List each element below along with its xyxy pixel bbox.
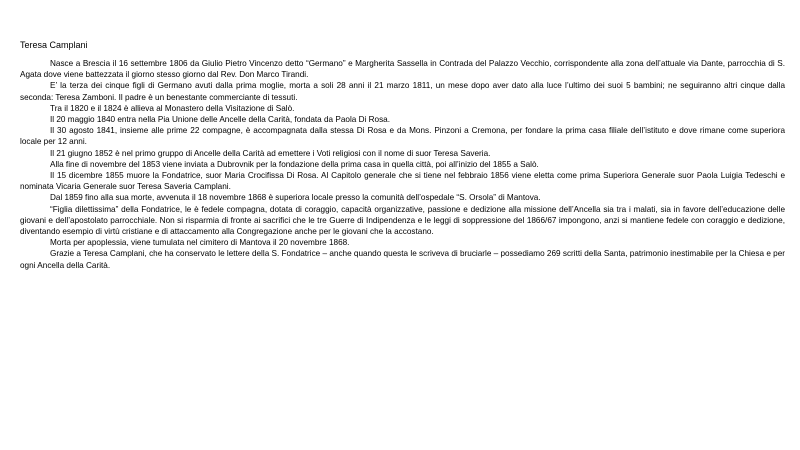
paragraph-family: E’ la terza dei cinque figli di Germano avuti dalla prima moglie, morta a soli 28 anni il 21 marzo 1811, un mese dopo aver dato alla luce l’ultimo dei suoi 5 bambini; ne seguiranno altri cinque dalla seconda: Teresa Zamboni. Il padre è un benestante commerciante di tessuti. — [20, 81, 785, 102]
paragraph-cremona: Il 30 agosto 1841, insieme alle prime 22 compagne, è accompagnata dalla stessa Di Rosa e da Mons. Pinzoni a Cremona, per fondare la prima casa filiale dell’istituto e dove rimane come superiora locale per 12 anni. — [20, 126, 785, 147]
document-body — [20, 58, 785, 271]
paragraph-character: “Figlia dilettissima” della Fondatrice, le è fedele compagna, dotata di coraggio, capacità organizzative, passione e dedizione alla missione dell’Ancella sia tra i malati, sia in favore dell’educazione delle giovani e dell’apostolato parrocchiale. Non si risparmia di fronte ai sacrifici che le tre Guerre di Indipendenza e le leggi di soppressione del 1866/67 impongono, anzi si mantiene fedele con coraggio e dedizione, diventando esempio di virtù cristiane e di attaccamento alla Congregazione anche per le giovani che la accostano. — [20, 204, 785, 237]
paragraph-pia-unione: Il 20 maggio 1840 entra nella Pia Unione delle Ancelle della Carità, fondata da Paola Di Rosa. — [50, 115, 391, 125]
paragraph-vows: Il 21 giugno 1852 è nel primo gruppo di Ancelle della Carità ad emettere i Voti religiosi con il nome di suor Teresa Saveria. — [50, 148, 491, 158]
paragraph-dubrovnik: Alla fine di novembre del 1853 viene inviata a Dubrovnik per la fondazione della prima casa in quella città, poi all’inizio del 1855 a Salò. — [50, 159, 539, 169]
document-title: Teresa Camplani — [20, 40, 88, 50]
paragraph-death: Morta per apoplessia, viene tumulata nel cimitero di Mantova il 20 novembre 1868. — [50, 238, 350, 248]
paragraph-legacy: Grazie a Teresa Camplani, che ha conservato le lettere della S. Fondatrice – anche quando questa le scriveva di bruciarle – possediamo 269 scritti della Santa, patrimonio inestimabile per la Chiesa e per ogni Ancella della Carità. — [20, 249, 785, 270]
paragraph-founder-death: Il 15 dicembre 1855 muore la Fondatrice, suor Maria Crocifissa Di Rosa. Al Capitolo generale che si tiene nel febbraio 1856 viene eletta come prima Superiora Generale suor Paola Luigia Tedeschi e nominata Vicaria Generale suor Teresa Saveria Camplani. — [20, 171, 785, 192]
paragraph-birth: Nasce a Brescia il 16 settembre 1806 da Giulio Pietro Vincenzo detto “Germano” e Margherita Sassella in Contrada del Palazzo Vecchio, corrispondente alla zona dell’attuale via Dante, parrocchia di S. Agata dove viene battezzata il giorno stesso giorno dal Rev. Don Marco Tirandi. — [20, 59, 785, 80]
paragraph-mantova: Dal 1859 fino alla sua morte, avvenuta il 18 novembre 1868 è superiora locale presso la comunità dell’ospedale “S. Orsola” di Mantova. — [50, 193, 541, 203]
paragraph-education: Tra il 1820 e il 1824 è allieva al Monastero della Visitazione di Salò. — [50, 103, 295, 113]
